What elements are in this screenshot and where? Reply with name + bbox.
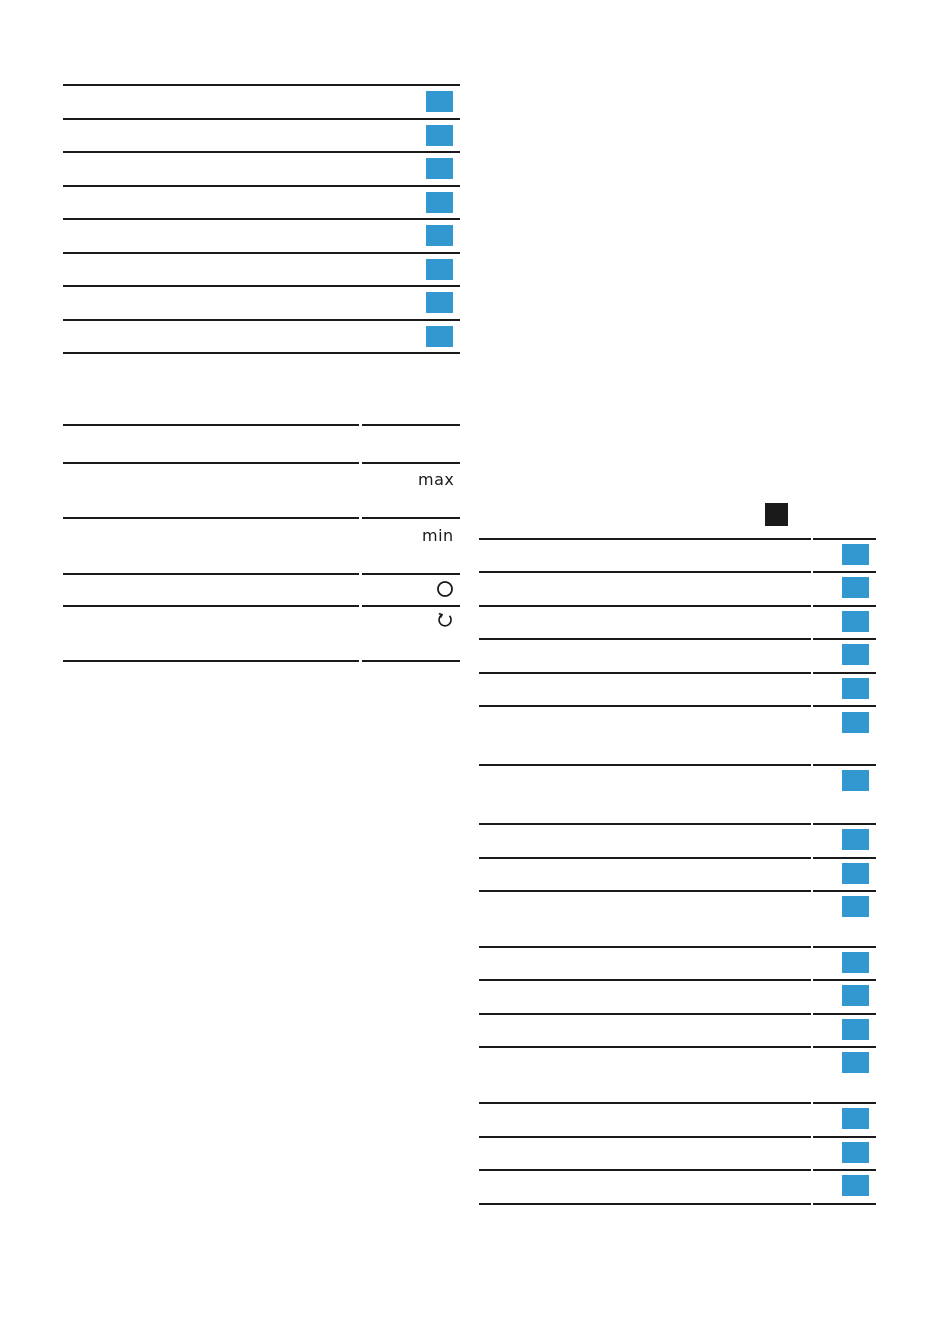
blue-marker [842,712,869,733]
table-rule [813,823,876,825]
blue-marker [842,678,869,699]
blue-marker [842,1175,869,1196]
blue-marker [426,326,453,347]
table-rule [362,573,460,575]
blue-marker [426,158,453,179]
max-label: max [418,470,455,489]
table-rule [479,1169,811,1171]
table-rule [813,1102,876,1104]
table-rule [479,1102,811,1104]
blue-marker [842,577,869,598]
table-rule [479,764,811,766]
table-rule [813,946,876,948]
blue-marker [842,1052,869,1073]
table-rule [479,1013,811,1015]
table-rule [63,660,359,662]
blue-marker [842,611,869,632]
blue-marker [426,192,453,213]
table-rule [813,672,876,674]
blue-marker [842,1142,869,1163]
table-rule [479,1203,811,1205]
table-rule [813,979,876,981]
table-rule [479,605,811,607]
min-label: min [422,526,454,545]
table-rule [813,857,876,859]
table-rule [63,605,359,607]
table-rule [813,1136,876,1138]
table-rule [813,764,876,766]
blue-marker [842,1019,869,1040]
table-rule [63,352,460,354]
blue-marker [842,896,869,917]
table-rule [63,252,460,254]
table-rule [63,151,460,153]
table-rule [362,605,460,607]
table-rule [362,660,460,662]
table-rule [479,638,811,640]
table-rule [362,517,460,519]
table-rule [813,1013,876,1015]
table-rule [813,538,876,540]
table-rule [813,890,876,892]
table-rule [63,285,460,287]
black-square-icon [765,503,788,526]
table-rule [63,319,460,321]
table-rule [479,1136,811,1138]
blue-marker [842,644,869,665]
table-rule [813,705,876,707]
table-rule [63,462,359,464]
table-rule [479,823,811,825]
table-rule [813,605,876,607]
table-rule [63,218,460,220]
table-rule [813,1046,876,1048]
table-rule [479,890,811,892]
blue-marker [426,259,453,280]
blue-marker [842,952,869,973]
table-rule [813,1203,876,1205]
table-rule [479,672,811,674]
table-rule [362,424,460,426]
blue-marker [426,125,453,146]
table-rule [63,84,460,86]
table-rule [479,946,811,948]
table-rule [63,424,359,426]
table-rule [479,538,811,540]
circular-arrow-icon [436,611,454,629]
blue-marker [426,225,453,246]
table-rule [479,1046,811,1048]
table-rule [362,462,460,464]
blue-marker [842,1108,869,1129]
table-rule [479,857,811,859]
blue-marker [842,770,869,791]
blue-marker [842,829,869,850]
table-rule [813,638,876,640]
table-rule [63,517,359,519]
circle-icon [436,580,454,598]
blue-marker [842,863,869,884]
table-rule [63,118,460,120]
table-rule [813,571,876,573]
blue-marker [426,292,453,313]
table-rule [63,573,359,575]
table-rule [479,979,811,981]
table-rule [63,185,460,187]
table-rule [479,571,811,573]
blue-marker [842,544,869,565]
blue-marker [426,91,453,112]
table-rule [813,1169,876,1171]
blue-marker [842,985,869,1006]
table-rule [479,705,811,707]
